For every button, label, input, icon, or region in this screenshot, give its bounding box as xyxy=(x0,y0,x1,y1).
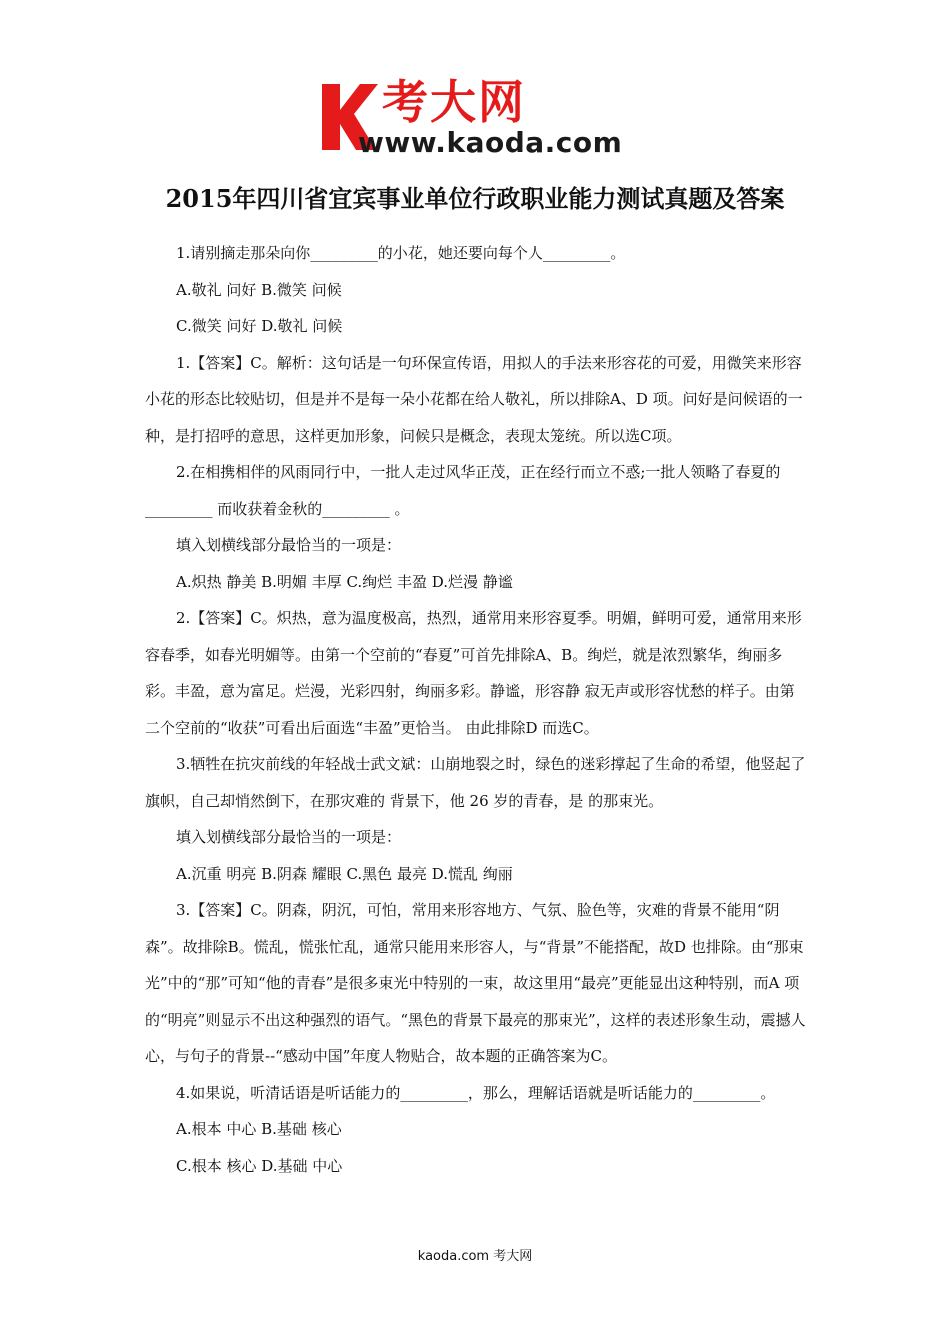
page-footer: kaoda.com 考大网 xyxy=(417,1249,533,1264)
paragraph: 2.在相携相伴的风雨同行中，一批人走过风华正茂，正在经行而立不惑;一批人领略了春夏的_________ 而收获着金秋的_________ 。 xyxy=(145,463,781,518)
answer-options: A.敬礼 问好 B.微笑 问候 xyxy=(176,280,342,299)
logo-chinese-text: 考大网 xyxy=(382,75,526,129)
answer-options: A.沉重 明亮 B.阴森 耀眼 C.黑色 最亮 D.慌乱 绚丽 xyxy=(176,864,513,883)
paragraph: 填入划横线部分最恰当的一项是： xyxy=(176,536,402,554)
logo-url-text: www.kaoda.com xyxy=(358,126,623,159)
paragraph: 1.请别摘走那朵向你_________的小花，她还要向每个人_________。 xyxy=(176,244,626,262)
answer-options: C.微笑 问好 D.敬礼 问候 xyxy=(176,317,343,335)
document-body xyxy=(145,235,807,1184)
answer-options: A.炽热 静美 B.明媚 丰厚 C.绚烂 丰盈 D.烂漫 静谧 xyxy=(176,572,513,591)
paragraph: 1.【答案】C。解析：这句话是一句环保宣传语，用拟人的手法来形容花的可爱，用微笑来形容小花的形态比较贴切，但是并不是每一朵小花都在给人敬礼，所以排除A、D 项。问好是问候语的一种，是打招呼的意思，这样更加形象，问候只是概念，表现太笼统。所以选C项。 xyxy=(145,353,803,445)
kaoda-logo xyxy=(318,75,638,160)
document-title: 2015年四川省宜宾事业单位行政职业能力测试真题及答案 xyxy=(165,184,785,213)
paragraph: 填入划横线部分最恰当的一项是： xyxy=(176,828,402,846)
paragraph: 3.【答案】C。阴森，阴沉，可怕，常用来形容地方、气氛、脸色等，灾难的背景不能用“阴森”。故排除B。慌乱，慌张忙乱，通常只能用来形容人，与“背景”不能搭配，故D 也排除。由“那束光”中的“那”可知“他的青春”是很多束光中特别的一束，故这里用“最亮”更能显出这种特别，而A 项的“明亮”则显示不出这种强烈的语气。“黑色的背景下最亮的那束光”，这样的表述形象生动，震撼人心，与句子的背景--“感动中国”年度人物贴合，故本题的正确答案为C。 xyxy=(145,901,806,1065)
paragraph: 4.如果说，听清话语是听话能力的_________，那么，理解话语就是听话能力的_________。 xyxy=(176,1083,776,1102)
paragraph: 3.牺牲在抗灾前线的年轻战士武文斌：山崩地裂之时，绿色的迷彩撑起了生命的希望，他竖起了旗帜，自己却悄然倒下，在那灾难的 背景下，他 26 岁的青春，是 的那束光。 xyxy=(145,755,806,810)
answer-options: A.根本 中心 B.基础 核心 xyxy=(176,1120,342,1138)
paragraph: 2.【答案】C。炽热，意为温度极高，热烈，通常用来形容夏季。明媚，鲜明可爱，通常用来形容春季，如春光明媚等。由第一个空前的“春夏”可首先排除A、B。绚烂，就是浓烈繁华，绚丽多彩。丰盈，意为富足。烂漫，光彩四射，绚丽多彩。静谧，形容静 寂无声或形容忧愁的样子。由第二个空前的“收获”可看出后面选“丰盈”更恰当。 由此排除D 而选C。 xyxy=(145,609,802,737)
answer-options: C.根本 核心 D.基础 中心 xyxy=(176,1156,343,1175)
